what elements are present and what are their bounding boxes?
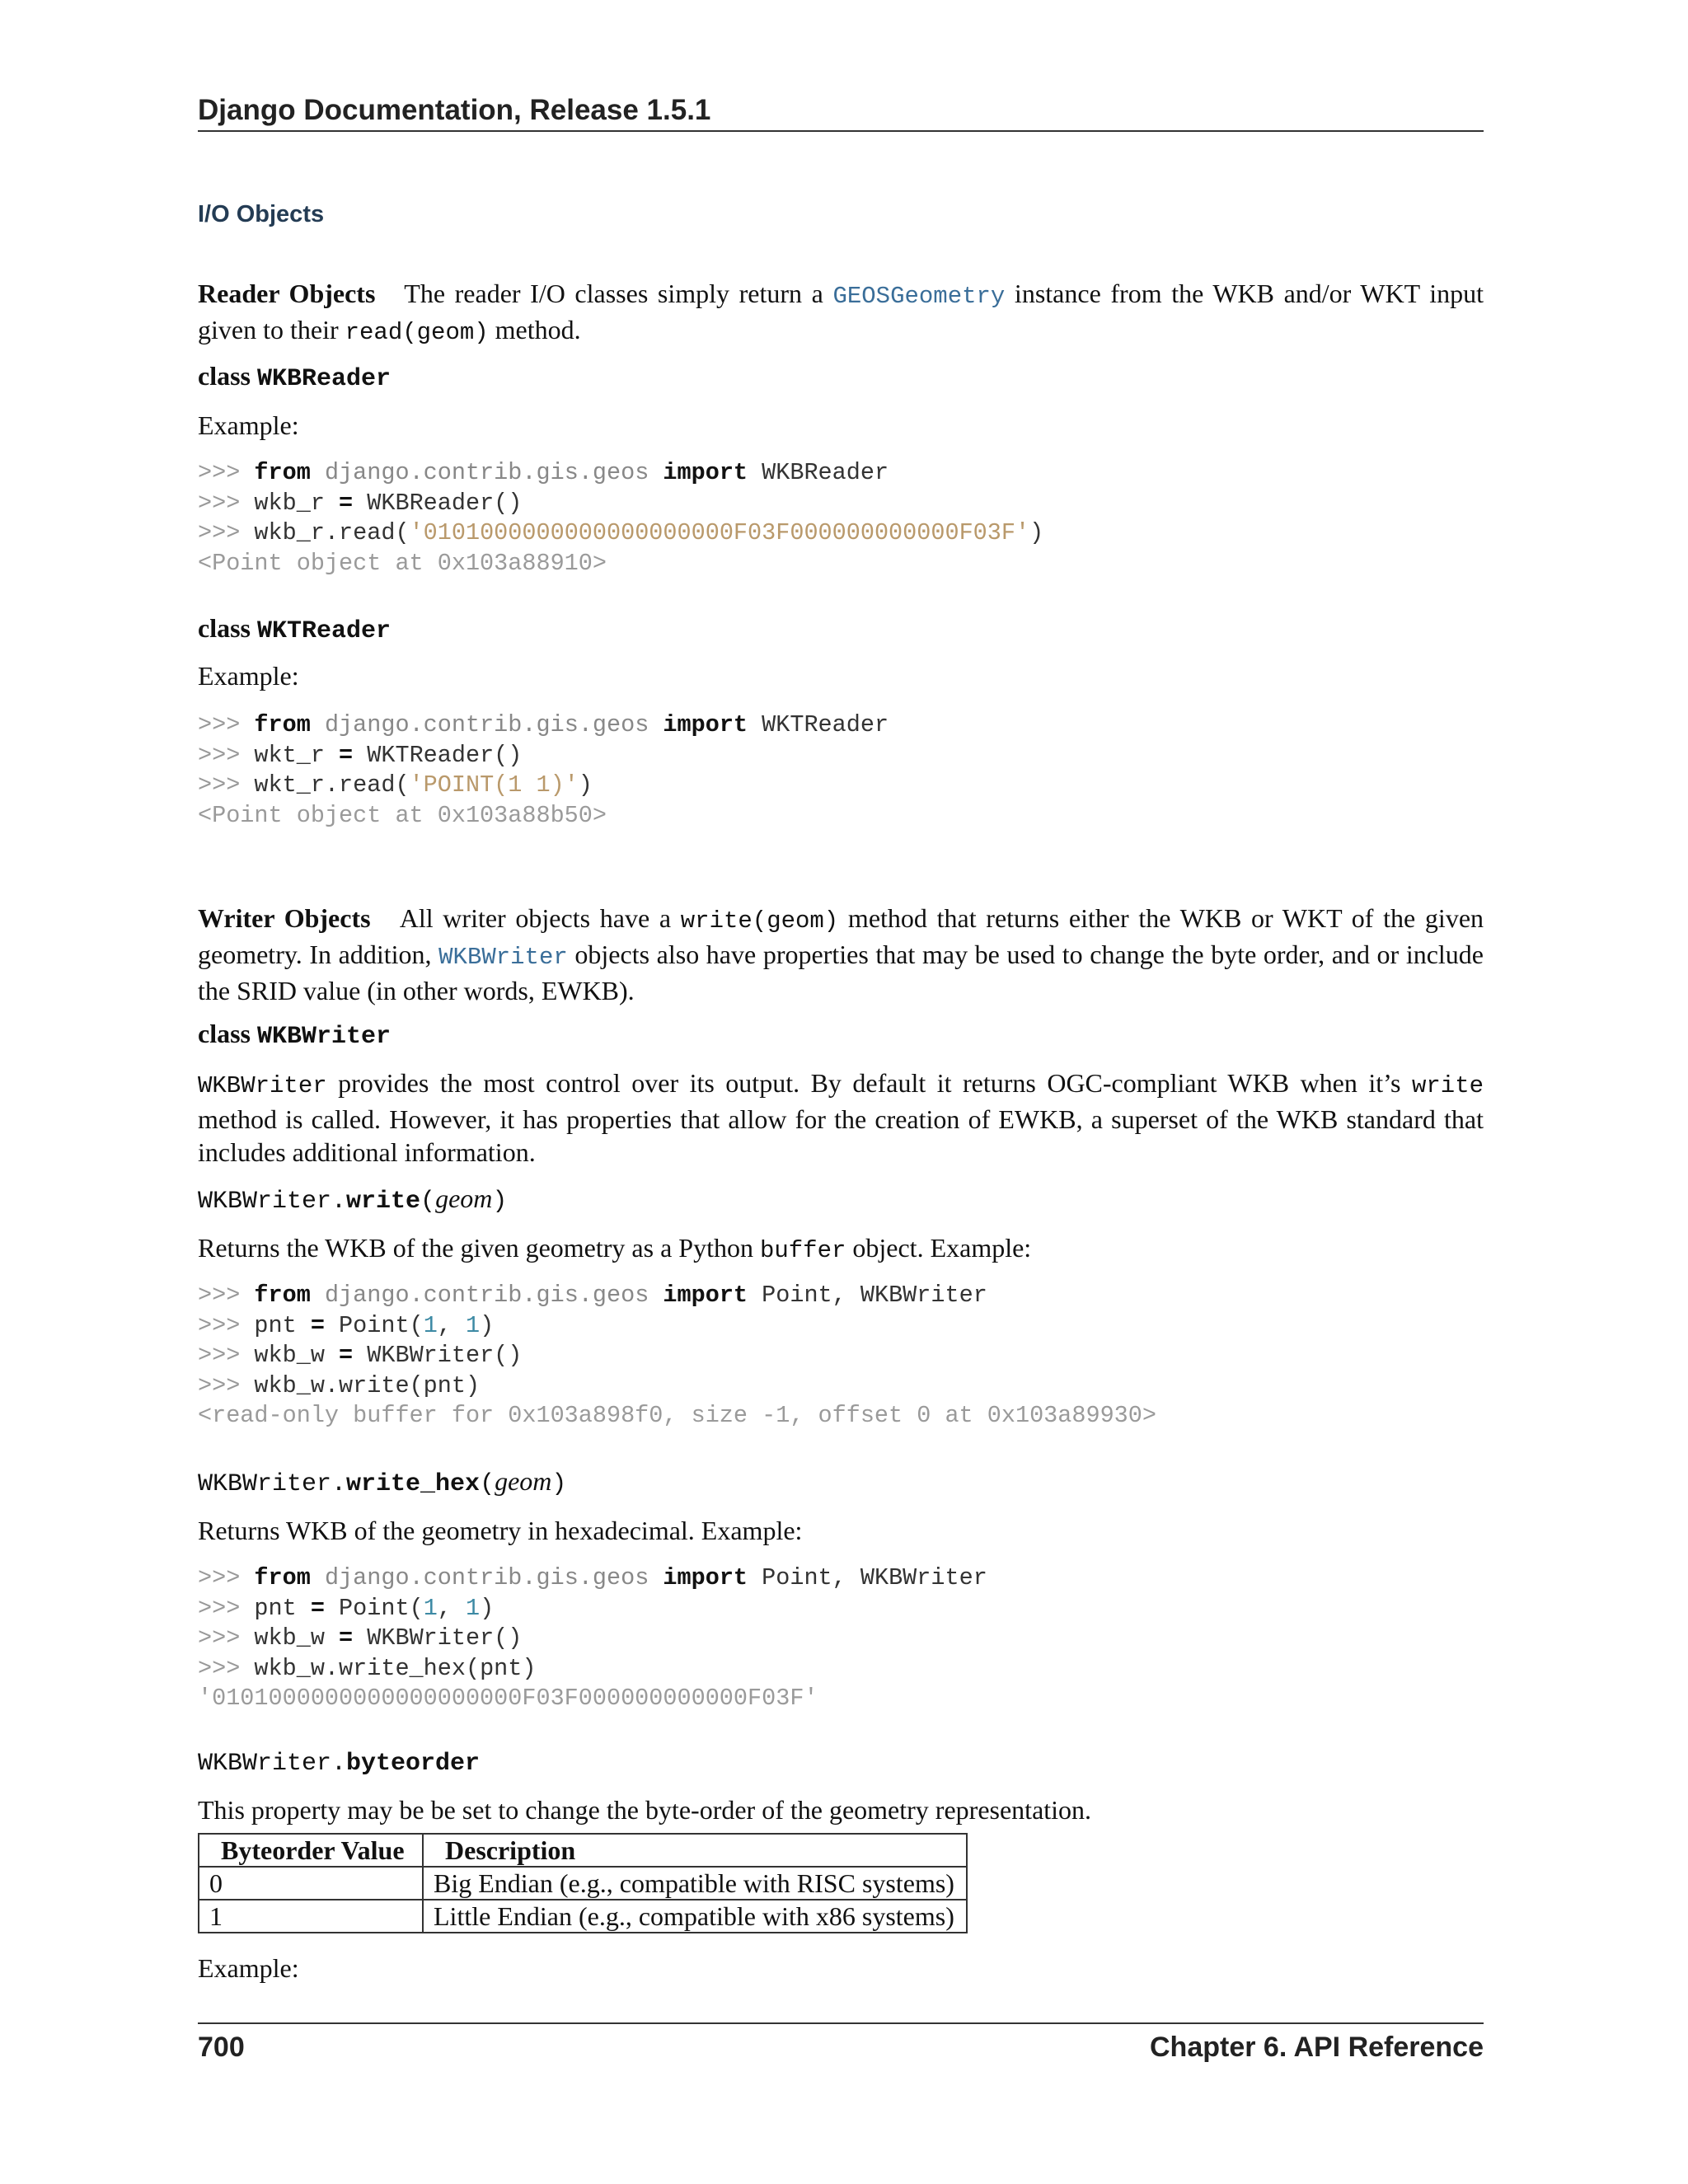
reader-text-3: method. [488, 315, 581, 344]
table-cell: 0 [199, 1867, 423, 1900]
write-hex-description: Returns WKB of the geometry in hexadecimal. Example: [198, 1516, 803, 1545]
writer-objects-lead: Writer Objects [198, 903, 371, 933]
code-line: >>> wkb_r = WKBReader() [198, 489, 523, 517]
wkbwriter-inline-code: WKBWriter [198, 1072, 327, 1099]
geosgeometry-link[interactable]: GEOSGeometry [832, 283, 1006, 310]
code-output-line: <Point object at 0x103a88910> [198, 549, 607, 577]
wkbwriter-description [198, 1066, 1484, 1169]
code-line: >>> pnt = Point(1, 1) [198, 1311, 495, 1339]
wkbwriter-desc-text-2: method is called. However, it has properties that allow for the creation of EWKB, a superset of the WKB standard that includes additional information. [198, 1104, 1484, 1167]
table-cell: 1 [199, 1900, 423, 1933]
wkbwriter-link[interactable]: WKBWriter [438, 944, 568, 971]
wkbreader-class-name: WKBReader [257, 365, 392, 393]
running-header: Django Documentation, Release 1.5.1 [198, 91, 1484, 132]
table-cell: Little Endian (e.g., compatible with x86 systems) [423, 1900, 967, 1933]
writer-objects-paragraph [198, 902, 1484, 1007]
wkbwriter-class-name: WKBWriter [257, 1023, 392, 1051]
byteorder-description: This property may be be set to change the byte-order of the geometry representation. [198, 1795, 1092, 1825]
wkbreader-class-signature [198, 359, 391, 396]
code-line: >>> wkb_w = WKBWriter() [198, 1624, 523, 1652]
reader-objects-lead: Reader Objects [198, 279, 376, 308]
writer-text-3: objects also have properties that may be used to change the byte order, and or include the SRID value (in other words, EWKB). [198, 940, 1484, 1005]
code-line: >>> from django.contrib.gis.geos import Point, WKBWriter [198, 1282, 987, 1309]
sig-argument: geom [435, 1183, 493, 1213]
table-header-cell: Byteorder Value [199, 1834, 423, 1867]
wkbreader-code-block [198, 458, 1043, 579]
code-line: >>> from django.contrib.gis.geos import WKBReader [198, 459, 889, 486]
buffer-inline-code: buffer [759, 1237, 846, 1264]
write-desc-text-2: object. Example: [846, 1233, 1032, 1263]
code-line: >>> wkb_w = WKBWriter() [198, 1342, 523, 1369]
sig-property-name: byteorder [346, 1750, 481, 1778]
code-output-line: <read-only buffer for 0x103a898f0, size -1, offset 0 at 0x103a89930> [198, 1402, 1156, 1429]
wkbreader-example-label: Example: [198, 410, 299, 440]
write-desc-text-1: Returns the WKB of the given geometry as a Python [198, 1233, 760, 1263]
write-description [198, 1231, 1484, 1268]
table-row [199, 1867, 967, 1900]
sig-method-name: write_hex [346, 1470, 481, 1498]
sig-class-prefix: WKBWriter. [198, 1750, 347, 1778]
code-line: >>> wkb_w.write_hex(pnt) [198, 1654, 537, 1682]
code-output-line: '0101000000000000000000F03F000000000000F03F' [198, 1685, 818, 1712]
write-hex-method-signature: WKBWriter.write_hex(geom) [198, 1466, 567, 1498]
reader-text-2: instance from the WKB and/or WKT input given to their [198, 279, 1484, 344]
wktreader-example-label: Example: [198, 661, 299, 691]
byteorder-example-label: Example: [198, 1953, 299, 1983]
code-line: >>> wkt_r = WKTReader() [198, 741, 523, 769]
writer-text-2: method that returns either the WKB or WKT of the given geometry. In addition, [198, 903, 1484, 969]
sig-class-prefix: WKBWriter. [198, 1470, 347, 1498]
wktreader-class-name: WKTReader [257, 617, 392, 645]
write-hex-code-block [198, 1563, 987, 1714]
read-geom-code: read(geom) [345, 319, 489, 346]
table-row [199, 1900, 967, 1933]
wkbwriter-class-signature [198, 1017, 391, 1053]
wkbwriter-desc-text-1: provides the most control over its output. By default it returns OGC-compliant WKB when it’s [326, 1068, 1412, 1098]
writer-text-1: All writer objects have a [399, 903, 681, 933]
chapter-title: Chapter 6. API Reference [1150, 2032, 1484, 2063]
code-line: >>> wkb_r.read('0101000000000000000000F03F000000000000F03F') [198, 519, 1044, 546]
write-inline-code: write [1411, 1072, 1484, 1099]
write-method-signature: WKBWriter.write(geom) [198, 1183, 508, 1216]
code-line: >>> from django.contrib.gis.geos import WKTReader [198, 711, 889, 738]
code-line: >>> wkt_r.read('POINT(1 1)') [198, 771, 593, 799]
code-line: >>> from django.contrib.gis.geos import Point, WKBWriter [198, 1564, 987, 1591]
byteorder-property-signature [198, 1746, 480, 1780]
wktreader-code-block [198, 710, 889, 831]
table-cell: Big Endian (e.g., compatible with RISC systems) [423, 1867, 967, 1900]
wktreader-class-signature [198, 612, 391, 648]
class-keyword: class [198, 613, 251, 643]
sig-argument: geom [495, 1466, 552, 1496]
class-keyword: class [198, 1019, 251, 1048]
footer-rule [198, 2022, 1484, 2024]
write-geom-code: write(geom) [680, 907, 839, 935]
sig-class-prefix: WKBWriter. [198, 1188, 347, 1216]
page-number: 700 [198, 2032, 245, 2063]
write-code-block [198, 1281, 1156, 1432]
sig-method-name: write [346, 1188, 421, 1216]
code-line: >>> pnt = Point(1, 1) [198, 1594, 495, 1622]
code-output-line: <Point object at 0x103a88b50> [198, 801, 607, 829]
table-header-cell: Description [423, 1834, 967, 1867]
table-header-row [199, 1834, 967, 1867]
byteorder-table [198, 1833, 968, 1933]
reader-objects-paragraph [198, 277, 1484, 349]
reader-text-1: The reader I/O classes simply return a [404, 279, 833, 308]
code-line: >>> wkb_w.write(pnt) [198, 1371, 481, 1399]
section-title: I/O Objects [198, 201, 325, 227]
class-keyword: class [198, 361, 251, 391]
